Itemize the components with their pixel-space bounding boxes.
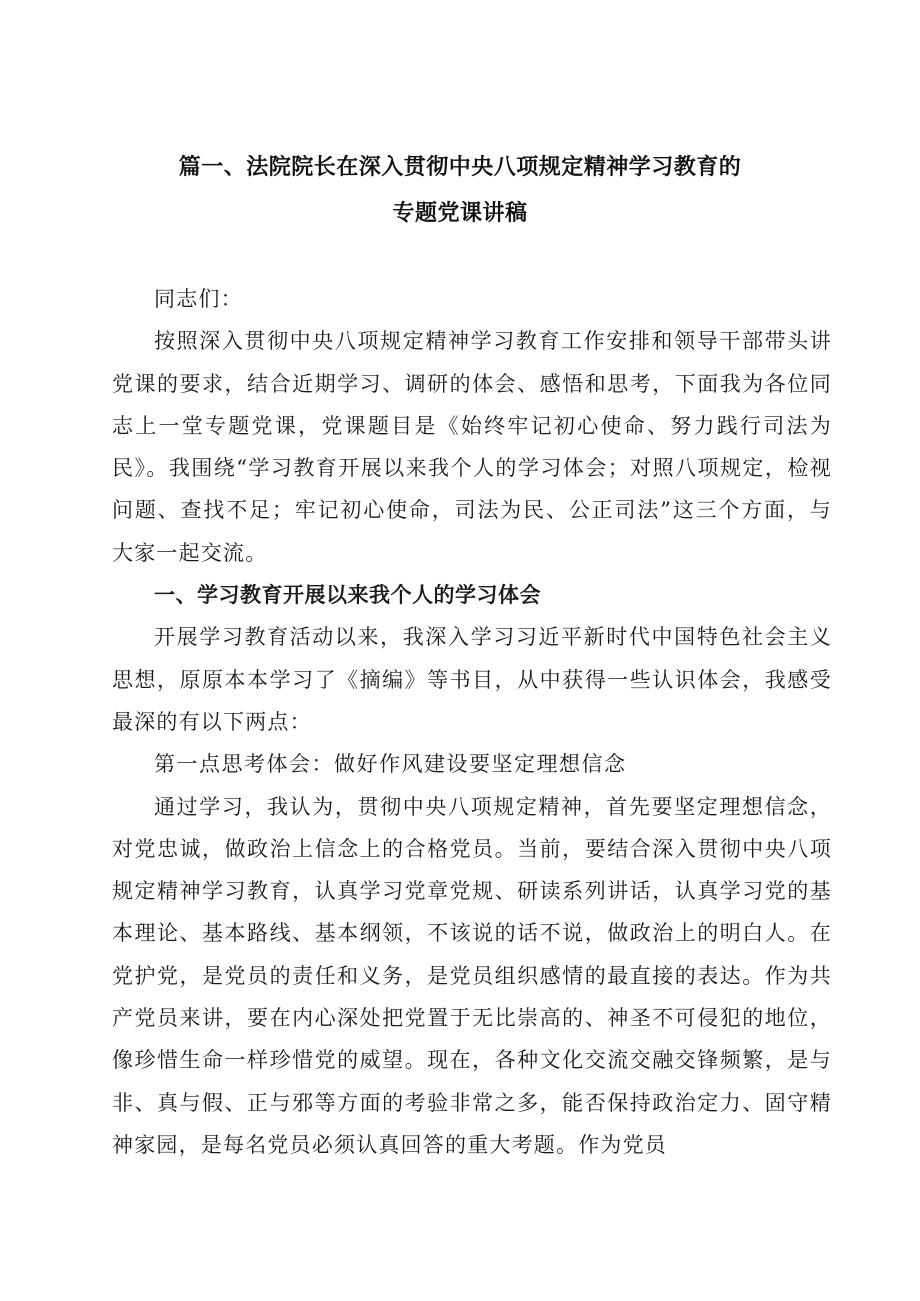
document-body	[112, 278, 832, 1166]
paragraph: 通过学习，我认为，贯彻中央八项规定精神，首先要坚定理想信念，对党忠诚，做政治上信念上的合格党员。当前，要结合深入贯彻中央八项规定精神学习教育，认真学习党章党规、研读系列讲话，认真学习党的基本理论、基本路线、基本纲领，不该说的话不说，做政治上的明白人。在党护党，是党员的责任和义务，是党员组织感情的最直接的表达。作为共产党员来讲，要在内心深处把党置于无比崇高的、神圣不可侵犯的地位，像珍惜生命一样珍惜党的威望。现在，各种文化交流交融交锋频繁，是与非、真与假、正与邪等方面的考验非常之多，能否保持政治定力、固守精神家园，是每名党员必须认真回答的重大考题。作为党员	[112, 794, 832, 1157]
paragraph: 按照深入贯彻中央八项规定精神学习教育工作安排和领导干部带头讲党课的要求，结合近期学习、调研的体会、感悟和思考，下面我为各位同志上一堂专题党课，党课题目是《始终牢记初心使命、努力践行司法为民》。我围绕“学习教育开展以来我个人的学习体会；对照八项规定，检视问题、查找不足；牢记初心使命，司法为民、公正司法”这三个方面，与大家一起交流。	[112, 329, 832, 565]
document-title-line-2: 专题党课讲稿	[392, 201, 528, 226]
document-title-line-1: 篇一、法院院长在深入贯彻中央八项规定精神学习教育的	[178, 155, 742, 180]
section-heading: 一、学习教育开展以来我个人的学习体会	[154, 583, 541, 608]
point-heading: 第一点思考体会：做好作风建设要坚定理想信念	[154, 752, 627, 777]
salutation: 同志们：	[154, 287, 243, 311]
paragraph: 开展学习教育活动以来，我深入学习习近平新时代中国特色社会主义思想，原原本本学习了《摘编》等书目，从中获得一些认识体会，我感受最深的有以下两点：	[112, 625, 832, 734]
